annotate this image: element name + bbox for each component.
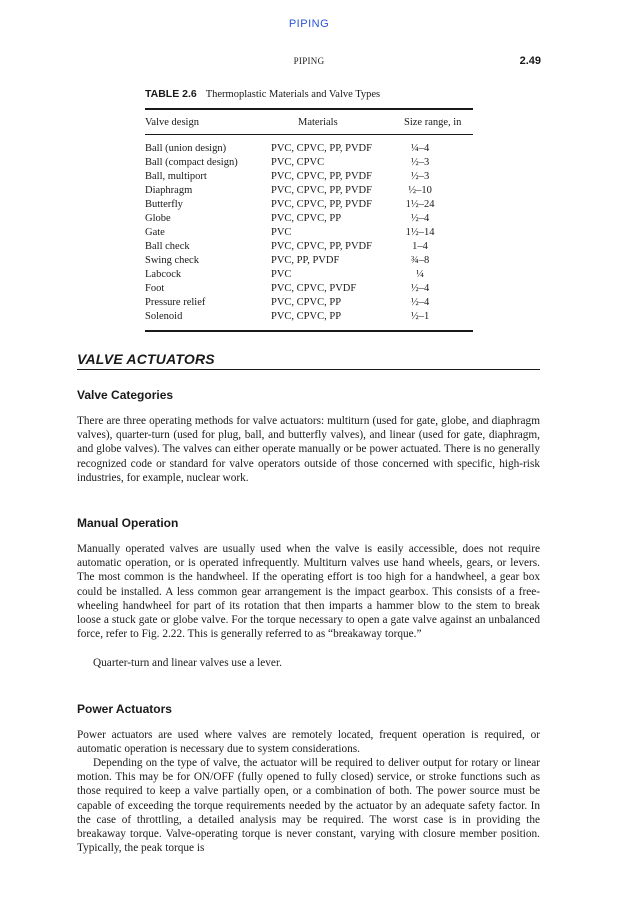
cell-valve-design: Labcock xyxy=(145,269,182,280)
cell-valve-design: Foot xyxy=(145,283,165,294)
subheading-valve-categories: Valve Categories xyxy=(77,388,174,402)
page-number: 2.49 xyxy=(519,55,541,67)
cell-valve-design: Solenoid xyxy=(145,311,183,322)
table-row xyxy=(145,184,473,198)
cell-size-range: ¼ xyxy=(416,269,424,280)
table-row xyxy=(145,170,473,184)
table-header-rule xyxy=(145,134,473,135)
table-row xyxy=(145,268,473,282)
cell-materials: PVC, CPVC, PP, PVDF xyxy=(271,185,372,196)
table-row xyxy=(145,282,473,296)
cell-size-range: ½–10 xyxy=(408,185,432,196)
table-bottom-rule xyxy=(145,330,473,332)
cell-materials: PVC, CPVC, PP, PVDF xyxy=(271,241,372,252)
table-row xyxy=(145,226,473,240)
section-title: VALVE ACTUATORS xyxy=(77,351,215,367)
cell-materials: PVC, CPVC, PP xyxy=(271,213,342,224)
subheading-manual-operation: Manual Operation xyxy=(77,516,179,530)
table-number: TABLE 2.6 xyxy=(145,88,197,100)
table-caption xyxy=(145,88,380,100)
cell-materials: PVC, CPVC xyxy=(271,157,325,168)
cell-size-range: 1–4 xyxy=(412,241,428,252)
table-row xyxy=(145,296,473,310)
cell-materials: PVC, CPVC, PVDF xyxy=(271,283,357,294)
paragraph-manual-operation: Manually operated valves are usually used when the valve is easily accessible, does not require automatic operation, or is operated infrequently. Multiturn valves use hand wheels, gears, or levers. The most common is the handwheel. If the operating effort is too high for a handwheel, a gear box could be installed. A less common gear arrangement is the impact gearbox. This consists of a free-wheeling handwheel for part of its rotation that then imparts a hammer blow to the stem to break loose a stuck gate or globe valve. For the torque necessary to open a gate valve against an unbalanced force, refer to Fig. 2.22. This is generally referred to as “breakaway torque.” xyxy=(77,543,540,641)
table-row xyxy=(145,198,473,212)
cell-valve-design: Ball (compact design) xyxy=(145,157,238,168)
cell-materials: PVC xyxy=(271,227,292,238)
table-row xyxy=(145,156,473,170)
cell-materials: PVC xyxy=(271,269,292,280)
cell-valve-design: Ball (union design) xyxy=(145,143,227,154)
cell-size-range: 1½–14 xyxy=(405,227,435,238)
table-row xyxy=(145,142,473,156)
column-header-size-range: Size range, in xyxy=(404,117,462,128)
cell-valve-design: Pressure relief xyxy=(145,297,206,308)
table-row xyxy=(145,212,473,226)
cell-materials: PVC, CPVC, PP, PVDF xyxy=(271,199,372,210)
header-section-name: PIPING xyxy=(293,56,325,66)
section-rule xyxy=(77,369,540,370)
cell-materials: PVC, CPVC, PP xyxy=(271,297,342,308)
cell-size-range: ½–4 xyxy=(410,213,430,224)
cell-valve-design: Globe xyxy=(145,213,171,224)
cell-valve-design: Swing check xyxy=(145,255,199,266)
column-header-materials: Materials xyxy=(298,117,338,128)
cell-size-range: ½–1 xyxy=(410,311,430,322)
cell-size-range: ¼–4 xyxy=(410,143,430,154)
table-title: Thermoplastic Materials and Valve Types xyxy=(205,89,381,100)
cell-valve-design: Ball, multiport xyxy=(145,171,207,182)
cell-materials: PVC, CPVC, PP, PVDF xyxy=(271,171,372,182)
table-row xyxy=(145,240,473,254)
paragraph-valve-categories: There are three operating methods for valve actuators: multiturn (used for gate, globe, and diaphragm valves), quarter-turn (used for plug, ball, and butterfly valves), and linear (used for gate, diaphragm, and globe valves). The valves can either operate manually or be power actuated. There is no generally recognized code or standard for valve operators outside of those concerned with specific, high-risk industries, for example, nuclear work. xyxy=(77,415,540,484)
paragraph-manual-operation-lever: Quarter-turn and linear valves use a lever. xyxy=(93,657,282,669)
table-row xyxy=(145,254,473,268)
cell-size-range: ¾–8 xyxy=(410,255,430,266)
cell-materials: PVC, CPVC, PP, PVDF xyxy=(271,143,372,154)
cell-valve-design: Butterfly xyxy=(145,199,183,210)
cell-size-range: ½–4 xyxy=(410,283,430,294)
table-row xyxy=(145,310,473,324)
column-header-valve-design: Valve design xyxy=(145,117,199,128)
paragraph-power-actuators: Power actuators are used where valves are remotely located, frequent operation is required, or automatic operation is necessary due to system considerations. xyxy=(77,729,540,756)
cell-size-range: ½–4 xyxy=(410,297,430,308)
cell-size-range: ½–3 xyxy=(410,157,430,168)
running-head: PIPING xyxy=(288,18,330,30)
subheading-power-actuators: Power Actuators xyxy=(77,702,172,716)
table-top-rule xyxy=(145,108,473,110)
cell-materials: PVC, CPVC, PP xyxy=(271,311,342,322)
cell-valve-design: Diaphragm xyxy=(145,185,193,196)
cell-materials: PVC, PP, PVDF xyxy=(271,255,340,266)
cell-size-range: 1½–24 xyxy=(405,199,435,210)
cell-valve-design: Ball check xyxy=(145,241,190,252)
cell-valve-design: Gate xyxy=(145,227,165,238)
paragraph-power-actuators-detail: Depending on the type of valve, the actuator will be required to deliver output for rotary or linear motion. This may be for ON/OFF (fully opened to fully closed) service, or stroke functions such as those required to keep a valve partially open, or a combination of both. The power source must be capable of exceeding the torque requirements needed by the actuator by an adequate safety factor. In the case of throttling, a detailed analysis may be required. The worst case is in providing the breakaway torque. Valve-operating torque is never constant, varying with closure member position. Typically, the peak torque is xyxy=(77,757,540,855)
page-header xyxy=(0,56,618,72)
cell-size-range: ½–3 xyxy=(410,171,430,182)
